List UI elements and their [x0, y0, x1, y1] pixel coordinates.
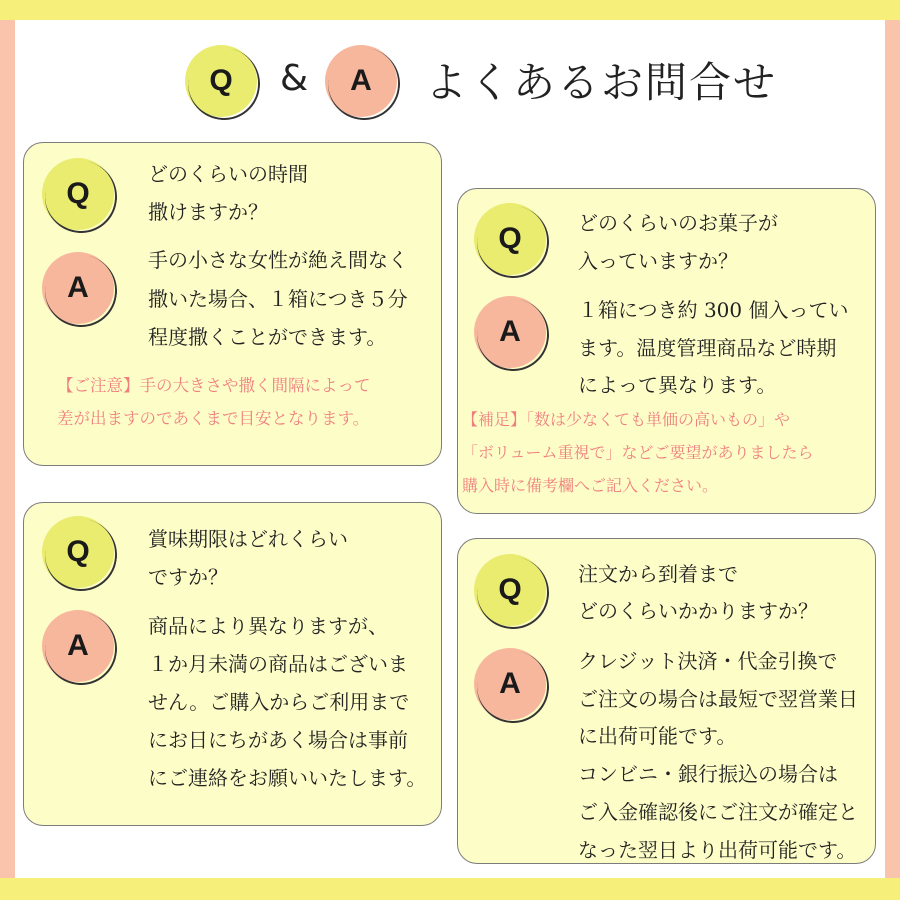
faq-delivery-answer-line-6: なった翌日より出荷可能です。: [578, 838, 857, 862]
faq-time-note-line-2: 差が出ますのであくまで目安となります。: [57, 409, 370, 428]
header-a-badge: A: [325, 45, 397, 117]
faq-time-q-badge: Q: [42, 158, 114, 230]
faq-expiry-question-line-1: 賞味期限はどれくらい: [148, 527, 348, 551]
faq-time-note-line-1: 【ご注意】手の大きさや撒く間隔によって: [57, 376, 371, 395]
faq-delivery-answer-line-5: ご入金確認後にご注文が確定と: [578, 800, 858, 824]
faq-expiry-a-badge: A: [42, 610, 114, 682]
bottom-border-band: [0, 878, 900, 900]
faq-contents-answer-line-2: ます。温度管理商品など時期: [578, 336, 837, 360]
faq-contents-question-line-1: どのくらいのお菓子が: [578, 211, 778, 235]
faq-delivery-answer-line-3: に出荷可能です。: [578, 724, 737, 748]
header-ampersand: &: [280, 58, 309, 99]
faq-expiry-answer-line-2: １か月未満の商品はございま: [148, 652, 408, 676]
faq-expiry-answer-line-5: にご連絡をお願いいたします。: [148, 766, 427, 790]
faq-time-question-line-1: どのくらいの時間: [148, 162, 308, 186]
faq-expiry-answer-line-1: 商品により異なりますが、: [148, 614, 388, 638]
faq-contents-a-badge: A: [474, 296, 546, 368]
faq-delivery-question-line-2: どのくらいかかりますか？: [578, 599, 818, 623]
faq-delivery-a-badge: A: [474, 648, 546, 720]
faq-delivery-answer-line-4: コンビニ・銀行振込の場合は: [578, 762, 838, 786]
faq-delivery-answer-line-1: クレジット決済・代金引換で: [578, 649, 838, 673]
faq-time-answer-line-2: 撒いた場合、１箱につき５分: [148, 287, 408, 311]
faq-contents-note-line-3: 購入時に備考欄へご記入ください。: [462, 476, 719, 495]
faq-time-answer-line-1: 手の小さな女性が絶え間なく: [148, 248, 408, 272]
faq-contents-note-line-1: 【補足】「数は少なくても単価の高いもの」や: [462, 410, 791, 429]
faq-expiry-answer-line-4: にお日にちがあく場合は事前: [148, 728, 408, 752]
faq-contents-answer-line-3: によって異なります。: [578, 373, 777, 397]
faq-contents-answer-line-1: １箱につき約 300 個入ってい: [578, 298, 849, 322]
top-border-band: [0, 0, 900, 20]
faq-delivery-answer-line-2: ご注文の場合は最短で翌営業日: [578, 687, 858, 711]
header-q-badge: Q: [185, 45, 257, 117]
page-title: よくあるお問合せ: [425, 58, 778, 107]
faq-time-answer-line-3: 程度撒くことができます。: [148, 325, 387, 349]
faq-expiry-q-badge: Q: [42, 516, 114, 588]
faq-time-question-line-2: 撒けますか？: [148, 200, 268, 224]
faq-time-a-badge: A: [42, 252, 114, 324]
faq-contents-q-badge: Q: [474, 203, 546, 275]
faq-expiry-question-line-2: ですか？: [148, 565, 228, 589]
faq-delivery-q-badge: Q: [474, 554, 546, 626]
faq-expiry-answer-line-3: せん。ご購入からご利用まで: [148, 690, 410, 714]
faq-contents-question-line-2: 入っていますか？: [578, 249, 738, 273]
right-border-band: [885, 20, 900, 878]
faq-delivery-question-line-1: 注文から到着まで: [578, 562, 738, 586]
faq-contents-note-line-2: 「ボリューム重視で」などご要望がありましたら: [462, 443, 814, 462]
left-border-band: [0, 20, 15, 878]
